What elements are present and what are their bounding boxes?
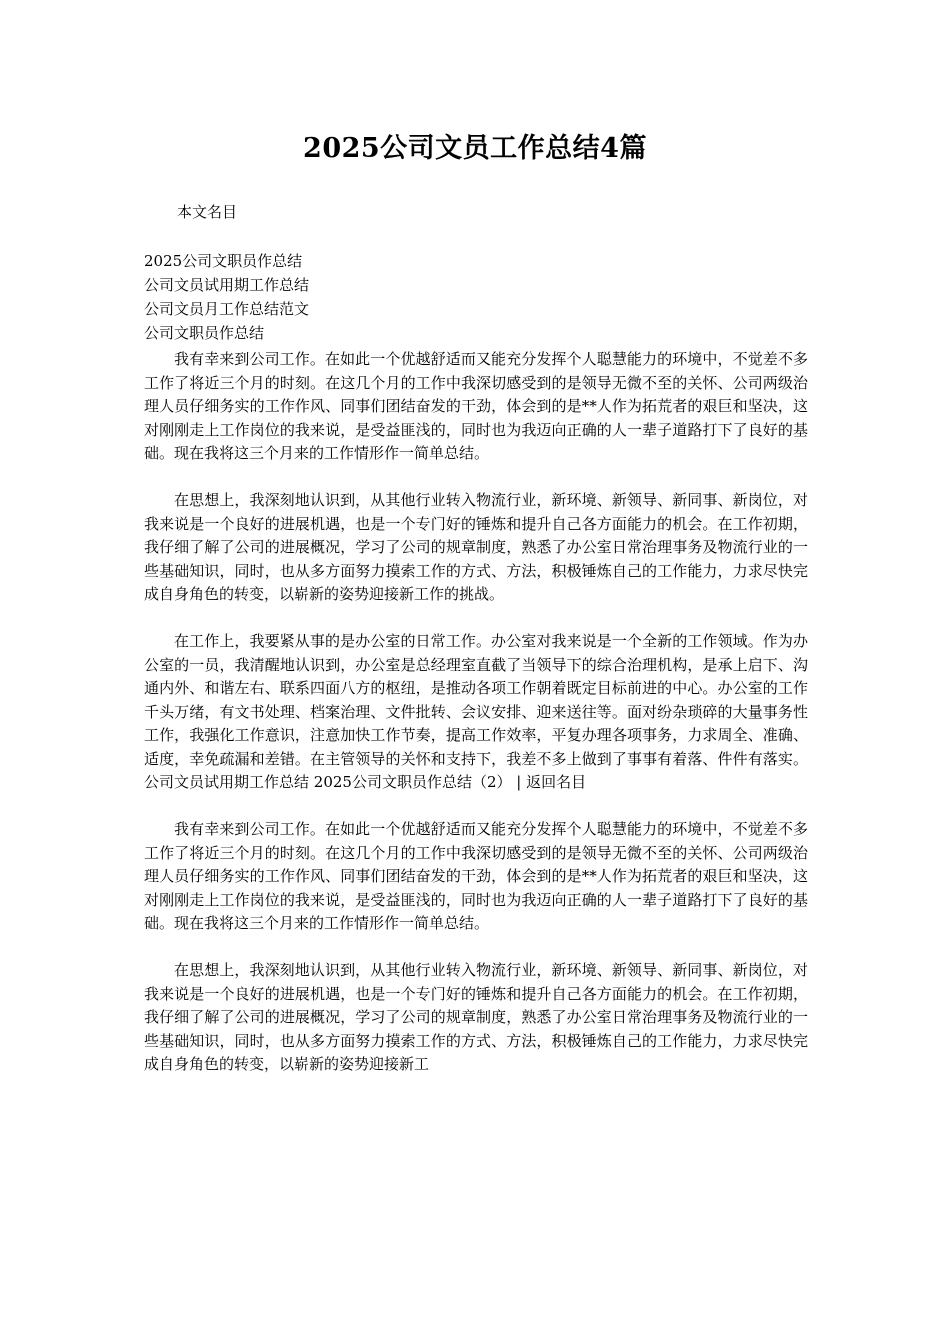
toc-item[interactable]: 2025公司文职员作总结 [144,252,303,270]
body-paragraph: 在思想上，我深刻地认识到，从其他行业转入物流行业，新环境、新领导、新同事、新岗位，对我来说是一个良好的进展机遇，也是一个专门好的锤炼和提升自己各方面能力的机会。在工作初期，我仔细了解了公司的进展概况，学习了公司的规章制度，熟悉了办公室日常治理事务及物流行业的一些基础知识，同时，也从多方面努力摸索工作的方式、方法，积极锤炼自己的工作能力，力求尽快完成自身角色的转变，以崭新的姿势迎接新工作的挑战。 [144,491,808,603]
document-title: 2025公司文员工作总结4篇 [303,133,647,164]
body-paragraph: 在思想上，我深刻地认识到，从其他行业转入物流行业，新环境、新领导、新同事、新岗位，对我来说是一个良好的进展机遇，也是一个专门好的锤炼和提升自己各方面能力的机会。在工作初期，我仔细了解了公司的进展概况，学习了公司的规章制度，熟悉了办公室日常治理事务及物流行业的一些基础知识，同时，也从多方面努力摸索工作的方式、方法，积极锤炼自己的工作能力，力求尽快完成自身角色的转变，以崭新的姿势迎接新工 [144,961,808,1073]
table-of-contents [144,250,309,346]
document-body [144,348,808,1100]
body-paragraph: 在工作上，我要紧从事的是办公室的日常工作。办公室对我来说是一个全新的工作领域。作为办公室的一员，我清醒地认识到，办公室是总经理室直截了当领导下的综合治理机构，是承上启下、沟通内外、和谐左右、联系四面八方的枢纽，是推动各项工作朝着既定目标前进的中心。办公室的工作千头万绪，有文书处理、档案治理、文件批转、会议安排、迎来送往等。面对纷杂琐碎的大量事务性工作，我强化工作意识，注意加快工作节奏，提高工作效率，平复办理各项事务，力求周全、准确、适度，幸免疏漏和差错。在主管领导的关怀和支持下，我差不多上做到了事事有着落、件件有落实。公司文员试用期工作总结 2025公司文职员作总结（2） | 返回名目 [144,632,808,791]
body-paragraph: 我有幸来到公司工作。在如此一个优越舒适而又能充分发挥个人聪慧能力的环境中，不觉差不多工作了将近三个月的时刻。在这几个月的工作中我深切感受到的是领导无微不至的关怀、公司两级治理人员仔细务实的工作作风、同事们团结奋发的干劲，体会到的是**人作为拓荒者的艰巨和坚决，这对刚刚走上工作岗位的我来说，是受益匪浅的，同时也为我迈向正确的人一辈子道路打下了良好的基础。现在我将这三个月来的工作情形作一简单总结。 [144,350,808,462]
toc-heading: 本文名目 [177,203,238,221]
toc-item[interactable]: 公司文职员作总结 [144,324,265,342]
toc-item[interactable]: 公司文员试用期工作总结 [144,276,310,294]
body-paragraph: 我有幸来到公司工作。在如此一个优越舒适而又能充分发挥个人聪慧能力的环境中，不觉差不多工作了将近三个月的时刻。在这几个月的工作中我深切感受到的是领导无微不至的关怀、公司两级治理人员仔细务实的工作作风、同事们团结奋发的干劲，体会到的是**人作为拓荒者的艰巨和坚决，这对刚刚走上工作岗位的我来说，是受益匪浅的，同时也为我迈向正确的人一辈子道路打下了良好的基础。现在我将这三个月来的工作情形作一简单总结。 [144,820,808,932]
toc-item[interactable]: 公司文员月工作总结范文 [144,300,310,318]
